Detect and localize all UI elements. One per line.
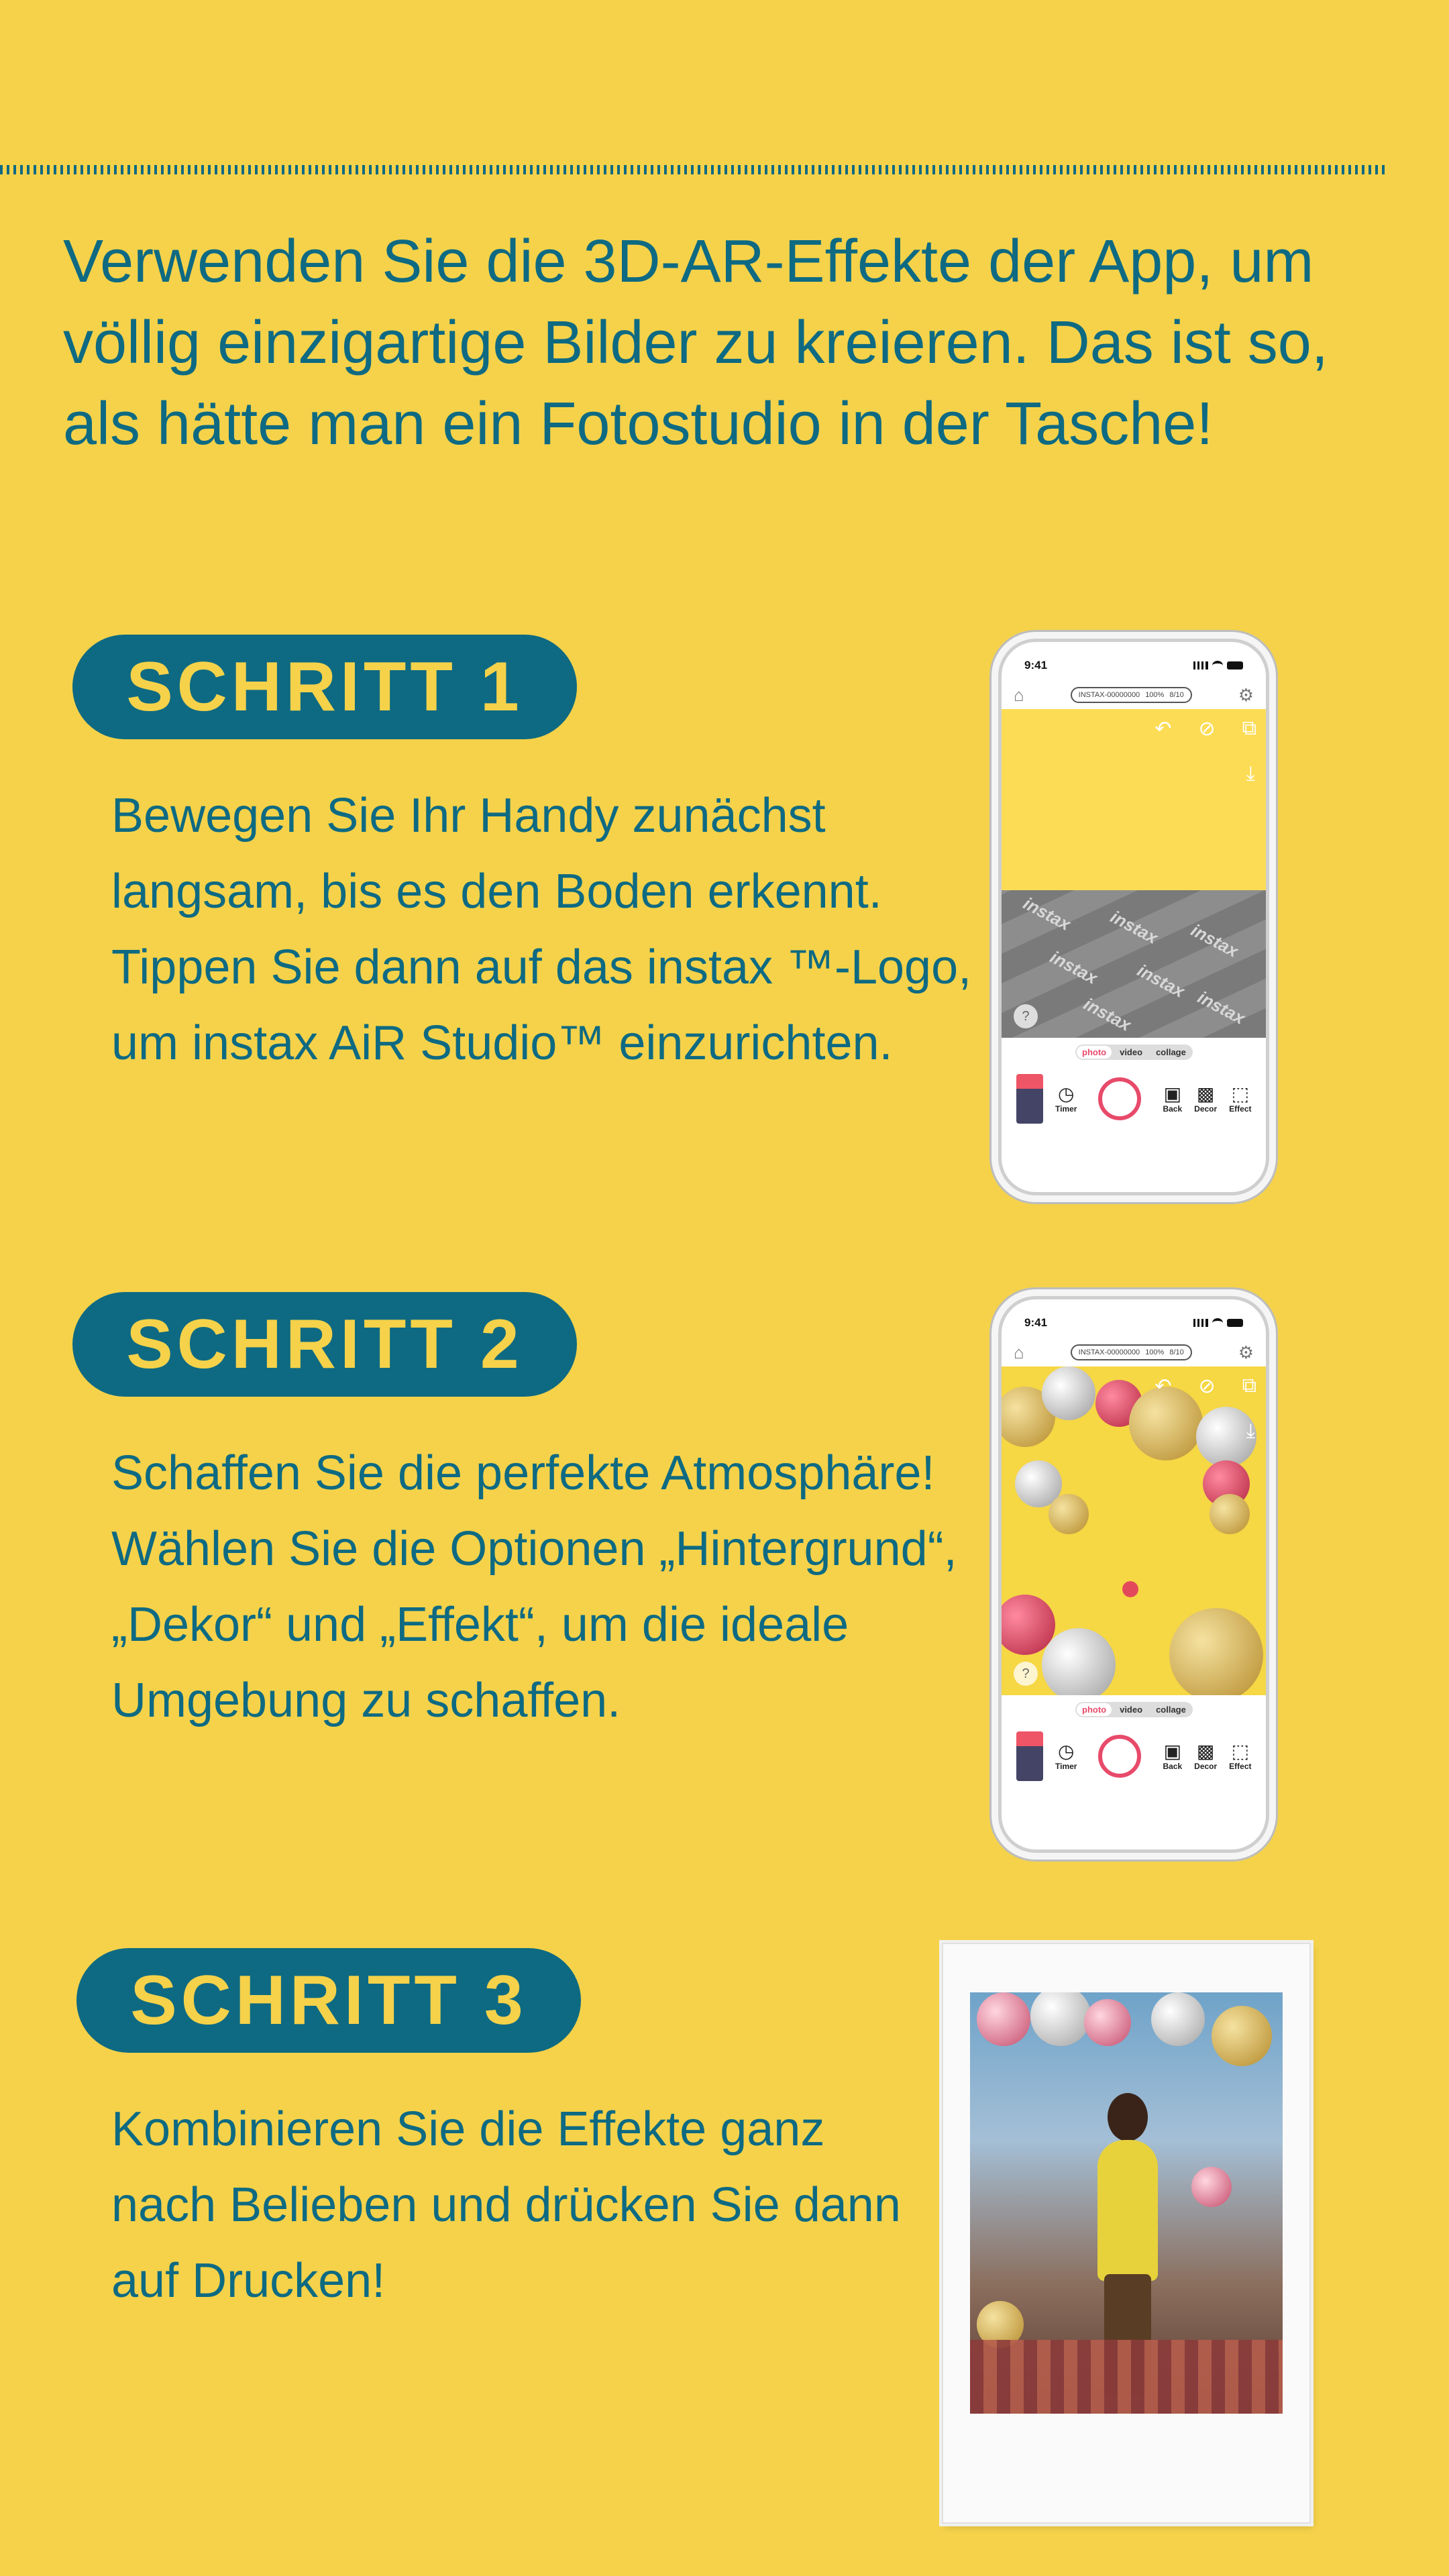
device-battery: 100%: [1145, 691, 1165, 699]
phone-mockup-step-2: [998, 1296, 1269, 1853]
person-body: [1097, 2140, 1158, 2281]
balloon-pink: [1084, 1999, 1131, 2046]
decor-icon: ▩: [1196, 1741, 1215, 1762]
app-header: [1014, 1341, 1254, 1364]
flip-icon[interactable]: ⧉: [1242, 717, 1256, 739]
undo-icon[interactable]: ↶: [1155, 718, 1172, 740]
tab-video[interactable]: video: [1120, 1047, 1143, 1057]
background-icon: ▣: [1163, 1083, 1182, 1104]
floor-logo: instax: [1046, 947, 1102, 988]
balloon-silver: [1042, 1628, 1116, 1695]
device-connection-pill[interactable]: [1071, 687, 1192, 703]
effect-icon: ⬚: [1231, 1741, 1250, 1762]
battery-icon: [1227, 1319, 1243, 1327]
device-name: INSTAX-00000000: [1078, 1348, 1140, 1356]
camera-controls: [1016, 1069, 1258, 1129]
balloon-gold: [1049, 1494, 1089, 1534]
status-time: 9:41: [1024, 1316, 1048, 1329]
step-2-text: Schaffen Sie die perfekte Atmosphäre! Wählen Sie die Optionen „Hintergrund“, „Dekor“ und „Effekt“, um die ideale Umgebung zu schaffen.: [111, 1446, 957, 1727]
decor-button[interactable]: ▩ Decor: [1194, 1083, 1218, 1114]
step-3-text: Kombinieren Sie die Effekte ganz nach Belieben und drücken Sie dann auf Drucken!: [111, 2102, 901, 2308]
download-icon[interactable]: ⤓: [1246, 1420, 1255, 1442]
gear-icon[interactable]: ⚙: [1238, 1342, 1254, 1362]
decor-button[interactable]: ▩ Decor: [1194, 1741, 1218, 1771]
status-bar: [1024, 1314, 1243, 1332]
balloon-small: [1122, 1581, 1138, 1597]
background-icon: ▣: [1163, 1741, 1182, 1762]
shutter-button[interactable]: [1098, 1735, 1141, 1778]
camera-controls: [1016, 1726, 1258, 1786]
step-3-badge: SCHRITT 3: [76, 1948, 581, 2053]
floor-logo: instax: [1134, 960, 1189, 1002]
status-bar: [1024, 657, 1243, 674]
undo-icon[interactable]: ↶: [1155, 1375, 1172, 1397]
balloon-gold: [1210, 1494, 1250, 1534]
camera-viewport[interactable]: [1002, 709, 1266, 1038]
effect-icon: ⬚: [1231, 1083, 1250, 1104]
wifi-icon: [1212, 661, 1223, 670]
floor-logo: instax: [1080, 994, 1135, 1035]
signal-icon: [1193, 661, 1208, 669]
balloon-silver: [1042, 1366, 1095, 1420]
tab-collage[interactable]: collage: [1156, 1047, 1186, 1057]
ar-floor: [1002, 890, 1266, 1038]
device-battery: 100%: [1145, 1348, 1165, 1356]
shutter-button[interactable]: [1098, 1077, 1141, 1120]
balloon-gold: [1212, 2006, 1272, 2066]
app-header: [1014, 684, 1254, 706]
download-icon[interactable]: ⤓: [1246, 763, 1255, 785]
step-1-text: Bewegen Sie Ihr Handy zunächst langsam, bis es den Boden erkennt. Tippen Sie dann auf das instax ™-Logo, um instax AiR Studio™ einzurichten.: [111, 789, 972, 1070]
device-connection-pill[interactable]: [1071, 1344, 1192, 1360]
floor-logo: instax: [1194, 987, 1249, 1028]
gallery-thumbnail[interactable]: [1016, 1074, 1043, 1124]
person-head: [1108, 2093, 1148, 2141]
mode-tabs: [1075, 1702, 1193, 1717]
status-time: 9:41: [1024, 659, 1048, 672]
back-button[interactable]: ▣ Back: [1163, 1083, 1183, 1114]
step-1-badge: SCHRITT 1: [72, 635, 577, 739]
effect-button[interactable]: ⬚ Effect: [1229, 1741, 1252, 1771]
gallery-thumbnail[interactable]: [1016, 1731, 1043, 1781]
dotted-divider: [0, 165, 1389, 174]
home-icon[interactable]: ⌂: [1014, 685, 1024, 705]
intro-text: Verwenden Sie die 3D-AR-Effekte der App, um völlig einzigartige Bilder zu kreieren. Das ist so, als hätte man ein Fotostudio in der Tasche!: [63, 228, 1328, 458]
help-button[interactable]: ?: [1014, 1004, 1038, 1028]
timer-button[interactable]: ◷ Timer: [1055, 1083, 1077, 1114]
battery-icon: [1227, 661, 1243, 669]
timer-button[interactable]: ◷ Timer: [1055, 1741, 1077, 1771]
phone-mockup-step-1: [998, 639, 1269, 1195]
balloon-pink: [1191, 2167, 1232, 2207]
tab-video[interactable]: video: [1120, 1705, 1143, 1715]
floor-logo: instax: [1187, 920, 1242, 961]
timer-icon: ◷: [1058, 1083, 1075, 1104]
gear-icon[interactable]: ⚙: [1238, 685, 1254, 705]
film-count: 8/10: [1169, 1348, 1184, 1356]
camera-viewport[interactable]: [1002, 1366, 1266, 1695]
tab-collage[interactable]: collage: [1156, 1705, 1186, 1715]
back-button[interactable]: ▣ Back: [1163, 1741, 1183, 1771]
flip-icon[interactable]: ⧉: [1242, 1375, 1256, 1397]
balloon-pink: [977, 1992, 1030, 2046]
film-count: 8/10: [1169, 691, 1184, 699]
signal-icon: [1193, 1319, 1208, 1327]
printed-photo: [970, 1992, 1283, 2414]
floor-logo: instax: [1020, 893, 1075, 934]
clear-icon[interactable]: ⊘: [1198, 1375, 1216, 1397]
tab-photo[interactable]: photo: [1077, 1046, 1112, 1059]
instax-print: [942, 1943, 1311, 2524]
balloon-gold: [1169, 1608, 1263, 1695]
mode-tabs: [1075, 1044, 1193, 1060]
help-button[interactable]: ?: [1014, 1662, 1038, 1686]
step-2-badge: SCHRITT 2: [72, 1292, 577, 1397]
tab-photo[interactable]: photo: [1077, 1703, 1112, 1716]
balloon-silver: [1030, 1992, 1091, 2046]
effect-button[interactable]: ⬚ Effect: [1229, 1083, 1252, 1114]
device-name: INSTAX-00000000: [1078, 691, 1140, 699]
rug: [970, 2340, 1283, 2414]
balloon-silver: [1151, 1992, 1205, 2046]
home-icon[interactable]: ⌂: [1014, 1342, 1024, 1362]
clear-icon[interactable]: ⊘: [1198, 718, 1216, 740]
floor-logo: instax: [1107, 906, 1162, 948]
decor-icon: ▩: [1196, 1083, 1215, 1104]
timer-icon: ◷: [1058, 1741, 1075, 1762]
wifi-icon: [1212, 1318, 1223, 1328]
